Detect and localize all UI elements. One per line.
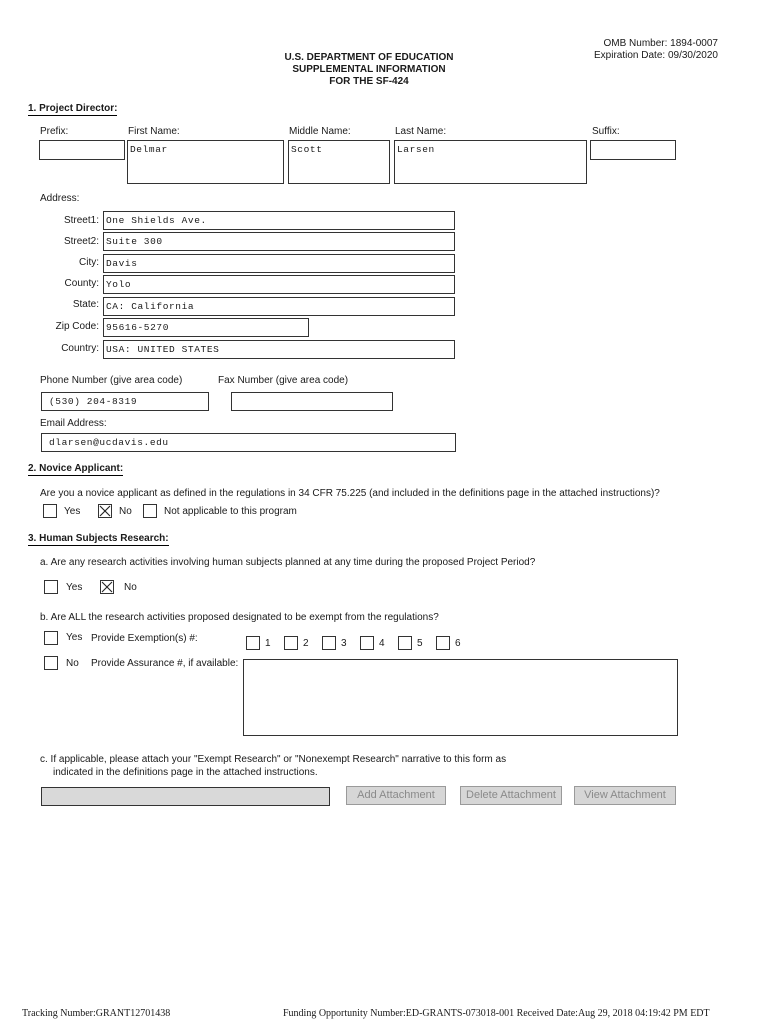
email-field[interactable]: dlarsen@ucdavis.edu — [41, 433, 456, 452]
view-attachment-button[interactable]: View Attachment — [574, 786, 676, 805]
section-project-director: 1. Project Director: — [28, 103, 118, 114]
exemption-6-label: 6 — [455, 638, 461, 649]
exemption-2-checkbox[interactable] — [284, 636, 298, 650]
delete-attachment-button[interactable]: Delete Attachment — [460, 786, 562, 805]
novice-question: Are you a novice applicant as defined in the regulations in 34 CFR 75.225 (and included in the definitions page in the attached instructions)? — [40, 488, 660, 499]
check-x-icon — [101, 581, 113, 593]
county-field[interactable]: Yolo — [103, 275, 455, 294]
section-novice-applicant: 2. Novice Applicant: — [28, 463, 124, 474]
form-title-line2: SUPPLEMENTAL INFORMATION — [292, 64, 446, 75]
country-label: Country: — [61, 343, 99, 354]
form-title-line3: FOR THE SF-424 — [329, 76, 409, 87]
street2-label: Street2: — [63, 236, 99, 247]
exemption-4-label: 4 — [379, 638, 385, 649]
novice-no-checkbox[interactable] — [98, 504, 112, 518]
suffix-label: Suffix: — [592, 126, 620, 137]
expiration-date: Expiration Date: 09/30/2020 — [594, 50, 718, 61]
novice-yes-checkbox[interactable] — [43, 504, 57, 518]
check-x-icon — [99, 505, 111, 517]
street1-field[interactable]: One Shields Ave. — [103, 211, 455, 230]
email-label: Email Address: — [40, 418, 107, 429]
phone-field[interactable]: (530) 204-8319 — [41, 392, 209, 411]
hs-b-no-label: No — [66, 658, 79, 669]
hs-a-no-label: No — [124, 582, 137, 593]
state-field[interactable]: CA: California — [103, 297, 455, 316]
street1-label: Street1: — [63, 215, 99, 226]
middle-name-field[interactable]: Scott — [288, 140, 390, 184]
exemption-5-checkbox[interactable] — [398, 636, 412, 650]
fax-field[interactable] — [231, 392, 393, 411]
first-name-field[interactable]: Delmar — [127, 140, 284, 184]
city-label: City: — [79, 257, 99, 268]
add-attachment-button[interactable]: Add Attachment — [346, 786, 446, 805]
exemption-1-label: 1 — [265, 638, 271, 649]
middle-name-label: Middle Name: — [289, 126, 351, 137]
county-label: County: — [64, 278, 99, 289]
city-field[interactable]: Davis — [103, 254, 455, 273]
exemption-2-label: 2 — [303, 638, 309, 649]
hs-b-no-checkbox[interactable] — [44, 656, 58, 670]
address-label: Address: — [40, 193, 80, 204]
exemption-1-checkbox[interactable] — [246, 636, 260, 650]
country-field[interactable]: USA: UNITED STATES — [103, 340, 455, 359]
question-b: b. Are ALL the research activities proposed designated to be exempt from the regulations? — [40, 612, 439, 623]
tracking-number: Tracking Number:GRANT12701438 — [22, 1008, 171, 1019]
first-name-label: First Name: — [128, 126, 180, 137]
section-human-subjects: 3. Human Subjects Research: — [28, 533, 169, 544]
exemption-3-label: 3 — [341, 638, 347, 649]
assurance-label: Provide Assurance #, if available: — [91, 658, 239, 669]
exemption-4-checkbox[interactable] — [360, 636, 374, 650]
last-name-label: Last Name: — [395, 126, 447, 137]
novice-no-label: No — [119, 506, 132, 517]
hs-b-yes-checkbox[interactable] — [44, 631, 58, 645]
question-a: a. Are any research activities involving human subjects planned at any time during the proposed Project Period? — [40, 557, 536, 568]
hs-b-yes-label: Yes — [66, 632, 83, 643]
question-c-line2: indicated in the definitions page in the attached instructions. — [53, 767, 318, 778]
exemption-5-label: 5 — [417, 638, 423, 649]
novice-na-checkbox[interactable] — [143, 504, 157, 518]
question-c-line1: c. If applicable, please attach your "Exempt Research" or "Nonexempt Research" narrative to this form as — [40, 754, 507, 765]
hs-a-no-checkbox[interactable] — [100, 580, 114, 594]
omb-number: OMB Number: 1894-0007 — [603, 38, 718, 49]
zip-code-label: Zip Code: — [55, 321, 99, 332]
novice-yes-label: Yes — [64, 506, 81, 517]
suffix-field[interactable] — [590, 140, 676, 160]
prefix-field[interactable] — [39, 140, 125, 160]
last-name-field[interactable]: Larsen — [394, 140, 587, 184]
attachment-filename-field — [41, 787, 330, 806]
street2-field[interactable]: Suite 300 — [103, 232, 455, 251]
hs-a-yes-label: Yes — [66, 582, 83, 593]
exemption-label: Provide Exemption(s) #: — [91, 633, 198, 644]
exemption-6-checkbox[interactable] — [436, 636, 450, 650]
funding-opportunity: Funding Opportunity Number:ED-GRANTS-073018-001 Received Date:Aug 29, 2018 04:19:42 PM EDT — [283, 1008, 710, 1019]
state-label: State: — [72, 299, 99, 310]
zip-code-field[interactable]: 95616-5270 — [103, 318, 309, 337]
hs-a-yes-checkbox[interactable] — [44, 580, 58, 594]
fax-label: Fax Number (give area code) — [218, 375, 349, 386]
prefix-label: Prefix: — [40, 126, 69, 137]
assurance-field[interactable] — [243, 659, 678, 736]
form-title-line1: U.S. DEPARTMENT OF EDUCATION — [284, 52, 454, 63]
novice-na-label: Not applicable to this program — [164, 506, 297, 517]
exemption-3-checkbox[interactable] — [322, 636, 336, 650]
phone-label: Phone Number (give area code) — [40, 375, 183, 386]
